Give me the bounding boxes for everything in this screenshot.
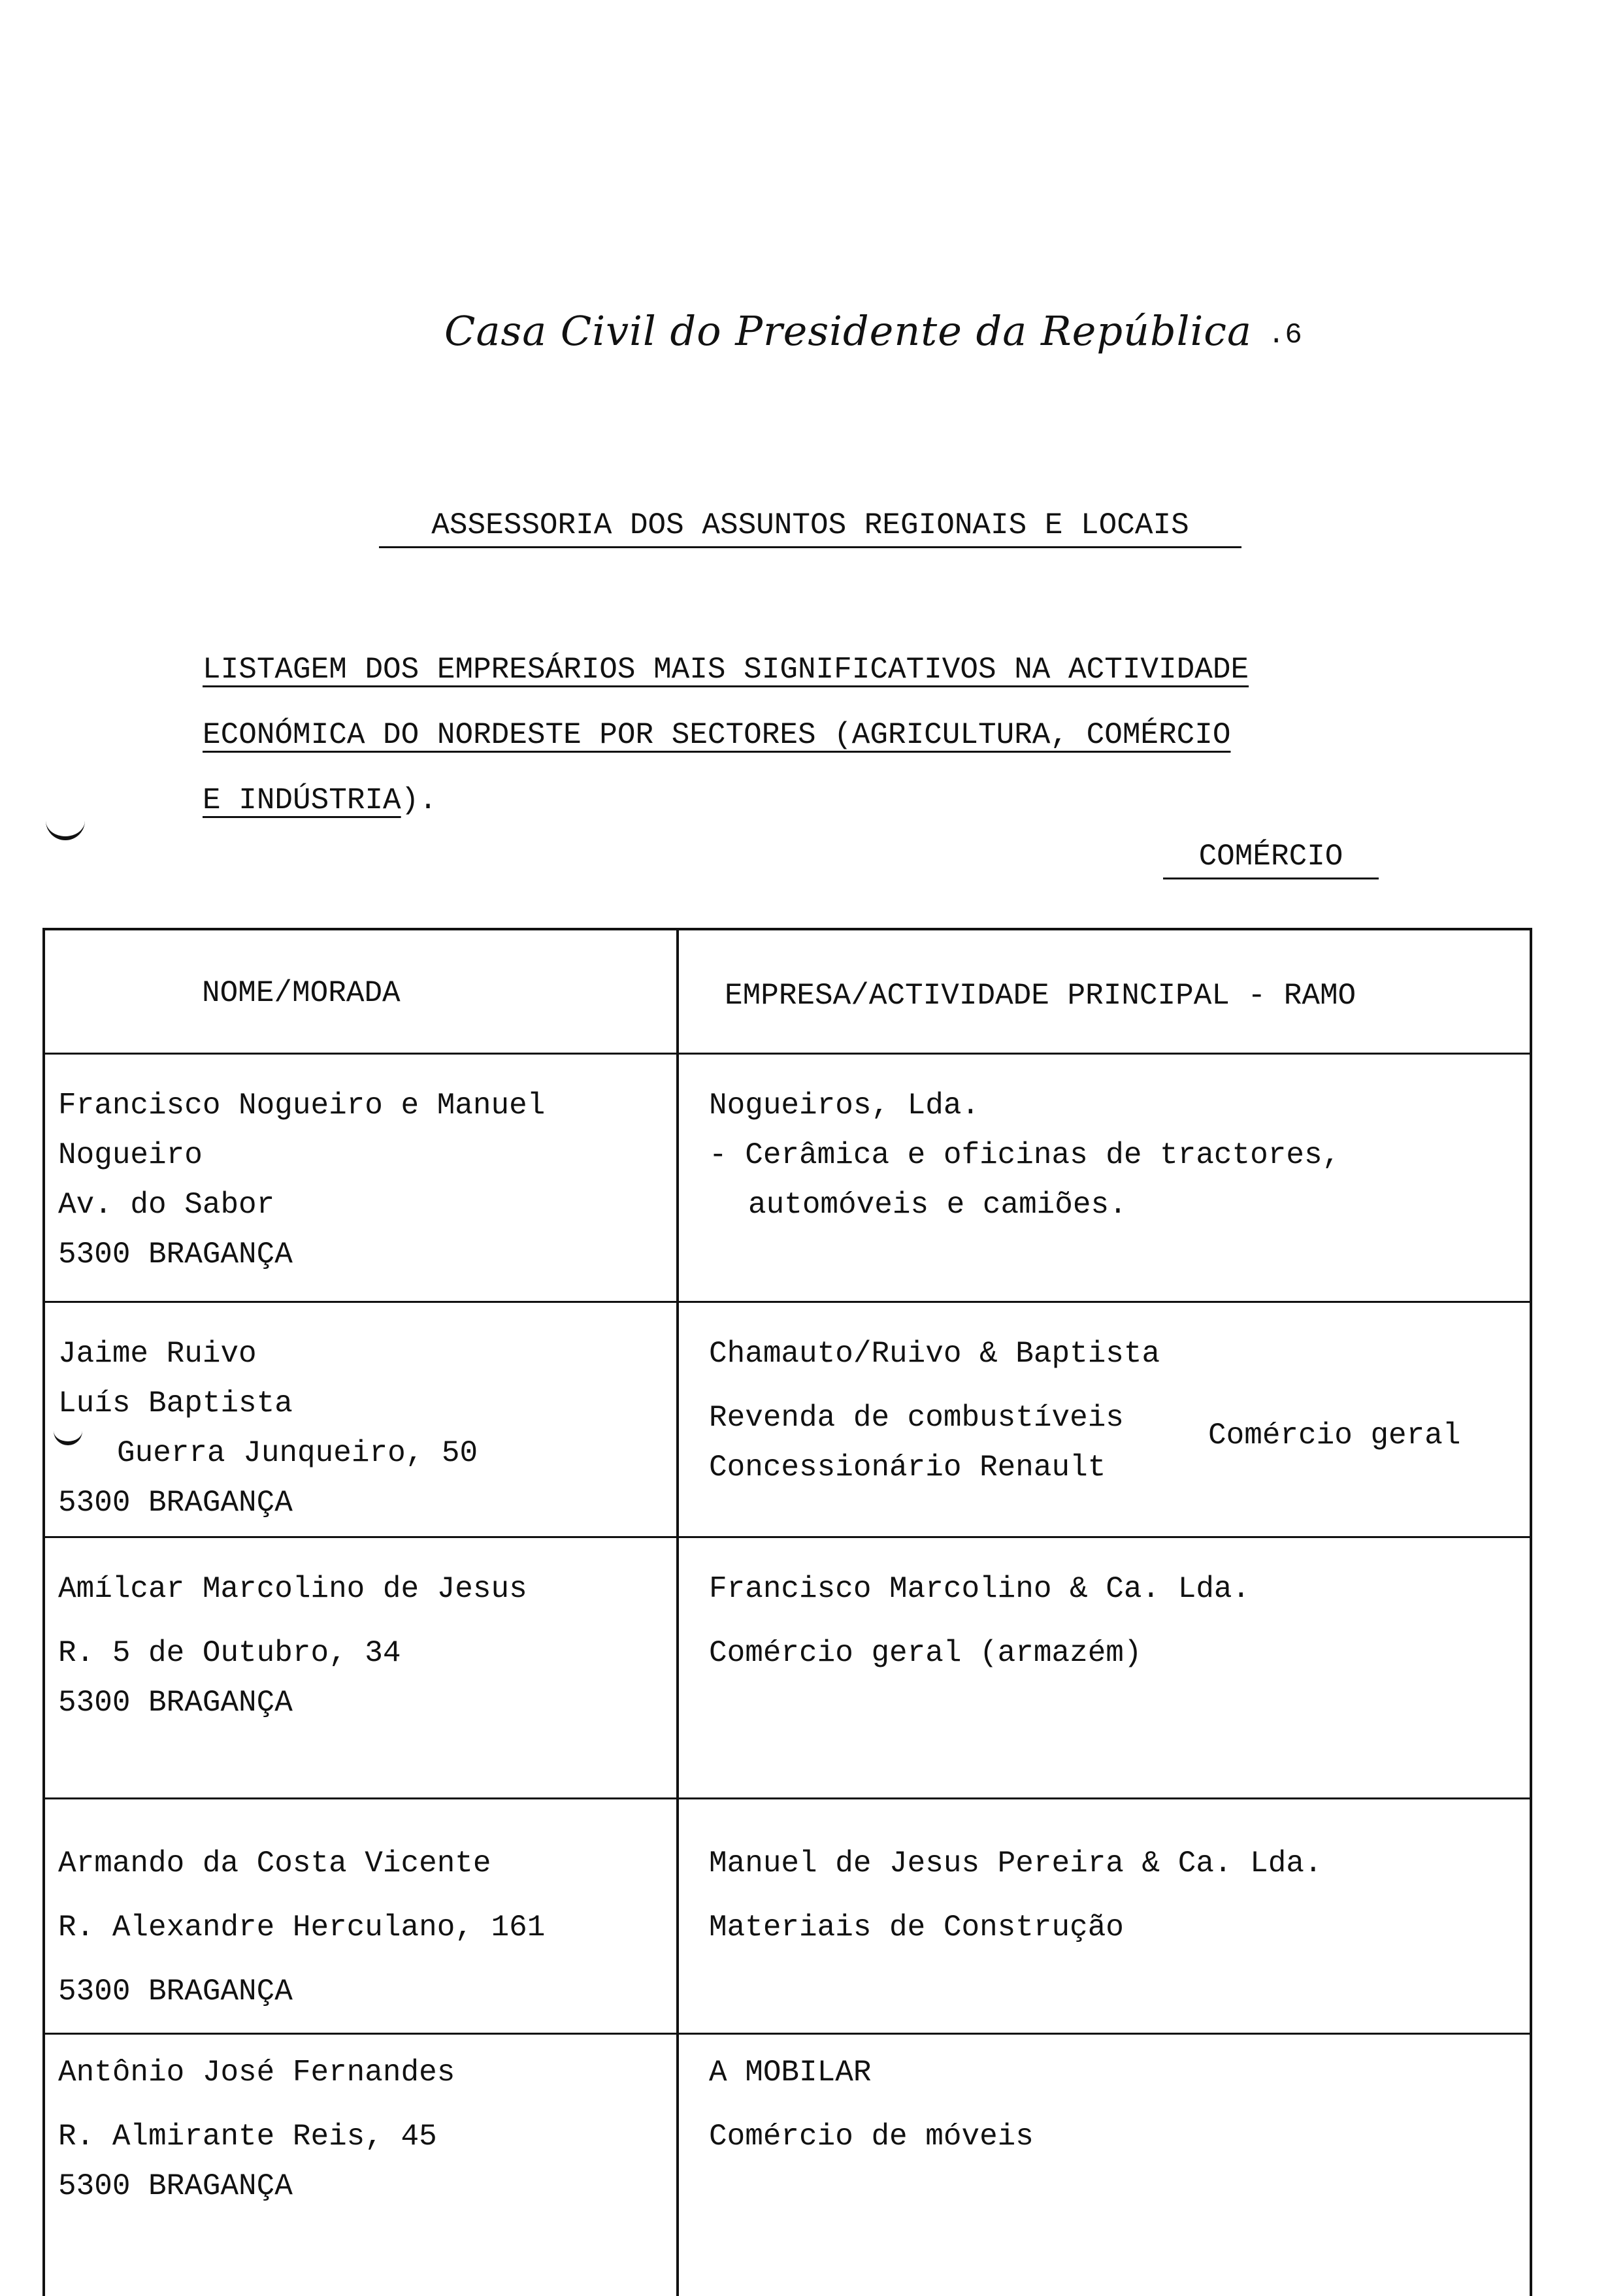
table-row bbox=[42, 1538, 1532, 1799]
page-number: .6 bbox=[1268, 319, 1302, 352]
activity-line: - Cerâmica e oficinas de tractores, bbox=[709, 1138, 1341, 1172]
name-address-cell bbox=[42, 1303, 676, 1536]
company-name: Manuel de Jesus Pereira & Ca. Lda. bbox=[709, 1846, 1322, 1880]
header-company-activity: EMPRESA/ACTIVIDADE PRINCIPAL - RAMO bbox=[676, 930, 1532, 1053]
section-title: ASSESSORIA DOS ASSUNTOS REGIONAIS E LOCAIS bbox=[379, 508, 1241, 548]
listing-title-line-3 bbox=[203, 768, 1249, 833]
address-line: R. Almirante Reis, 45 bbox=[58, 2120, 437, 2154]
name-line: Nogueiro bbox=[58, 1138, 203, 1172]
listing-title-line-2: ECONÓMICA DO NORDESTE POR SECTORES (AGRICULTURA, COMÉRCIO bbox=[203, 718, 1231, 752]
name-line: Francisco Nogueiro e Manuel bbox=[58, 1089, 546, 1123]
company-activity-cell bbox=[676, 1799, 1532, 2033]
company-name: Francisco Marcolino & Ca. Lda. bbox=[709, 1572, 1251, 1606]
activity-line: Concessionário Renault bbox=[709, 1451, 1106, 1484]
postal-line: 5300 BRAGANÇA bbox=[58, 1486, 293, 1520]
sector-label: COMÉRCIO bbox=[1163, 840, 1379, 879]
letterhead: Casa Civil do Presidente da República bbox=[444, 307, 1252, 355]
table-row bbox=[42, 1055, 1532, 1303]
activity-line: automóveis e camiões. bbox=[748, 1188, 1127, 1222]
company-activity-cell bbox=[676, 1055, 1532, 1301]
address-line: R. 5 de Outubro, 34 bbox=[58, 1636, 401, 1670]
postal-line: 5300 BRAGANÇA bbox=[58, 1686, 293, 1720]
name-line: Antônio José Fernandes bbox=[58, 2056, 455, 2090]
postal-line: 5300 BRAGANÇA bbox=[58, 2169, 293, 2203]
company-name: A MOBILAR bbox=[709, 2056, 872, 2090]
company-activity-cell bbox=[676, 1303, 1532, 1536]
activity-line: Materiais de Construção bbox=[709, 1911, 1124, 1944]
table-row bbox=[42, 2035, 1532, 2296]
name-line: Luís Baptista bbox=[58, 1386, 293, 1420]
activity-side-note: Comércio geral bbox=[1208, 1419, 1461, 1452]
company-name: Nogueiros, Lda. bbox=[709, 1089, 980, 1123]
name-address-cell bbox=[42, 1055, 676, 1301]
listing-title-line-3-tail: ). bbox=[401, 783, 437, 817]
entrepreneurs-table bbox=[42, 928, 1532, 2296]
name-line: Amílcar Marcolino de Jesus bbox=[58, 1572, 527, 1606]
address-line: R. Alexandre Herculano, 161 bbox=[58, 1911, 546, 1944]
company-name: Chamauto/Ruivo & Baptista bbox=[709, 1337, 1160, 1371]
postal-line: 5300 BRAGANÇA bbox=[58, 1238, 293, 1271]
address-line: Av. do Sabor bbox=[58, 1188, 275, 1222]
table-row bbox=[42, 1303, 1532, 1538]
listing-title bbox=[203, 637, 1249, 833]
postal-line: 5300 BRAGANÇA bbox=[58, 1975, 293, 2009]
company-activity-cell bbox=[676, 1538, 1532, 1797]
header-name-address: NOME/MORADA bbox=[42, 930, 676, 1053]
activity-line: Revenda de combustíveis bbox=[709, 1401, 1124, 1435]
name-line: Jaime Ruivo bbox=[58, 1337, 257, 1371]
listing-title-line-1: LISTAGEM DOS EMPRESÁRIOS MAIS SIGNIFICATIVOS NA ACTIVIDADE bbox=[203, 653, 1249, 687]
name-address-cell bbox=[42, 1538, 676, 1797]
activity-line: Comércio geral (armazém) bbox=[709, 1636, 1142, 1670]
listing-title-line-3-underlined: E INDÚSTRIA bbox=[203, 783, 401, 817]
name-address-cell bbox=[42, 1799, 676, 2033]
table-header-row bbox=[42, 930, 1532, 1055]
handwritten-check-mark bbox=[46, 817, 85, 840]
name-address-cell bbox=[42, 2035, 676, 2296]
address-line: Guerra Junqueiro, 50 bbox=[117, 1436, 478, 1470]
table-row bbox=[42, 1799, 1532, 2035]
name-line: Armando da Costa Vicente bbox=[58, 1846, 491, 1880]
company-activity-cell bbox=[676, 2035, 1532, 2296]
activity-line: Comércio de móveis bbox=[709, 2120, 1034, 2154]
